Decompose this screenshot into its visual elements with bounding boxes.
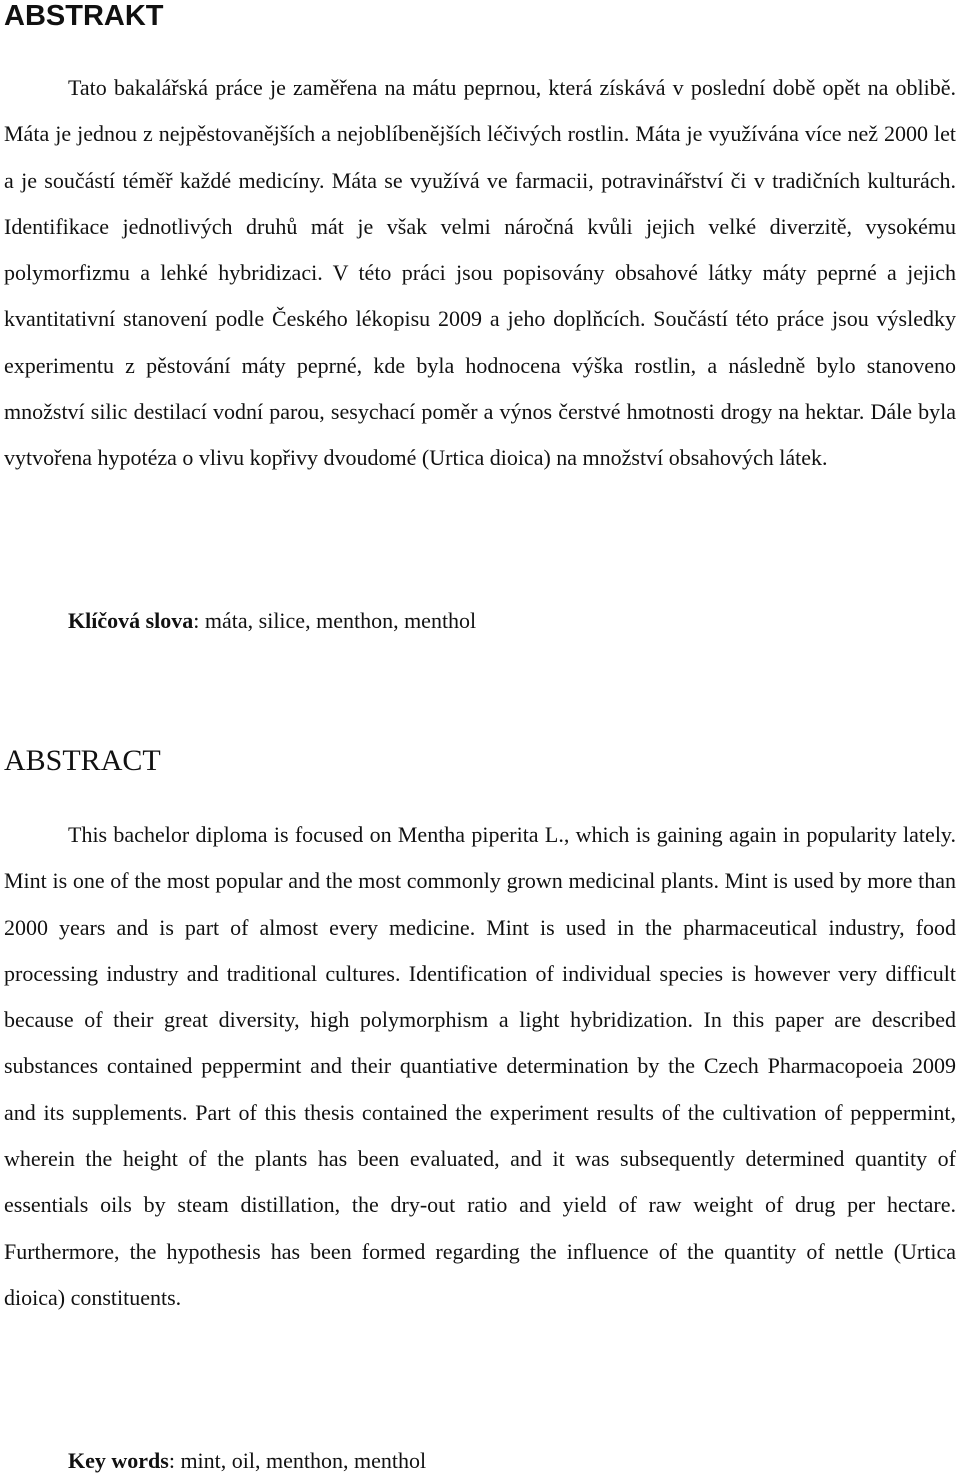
czech-abstract-heading: ABSTRAKT (4, 0, 164, 32)
english-abstract-heading: ABSTRACT (4, 744, 161, 777)
czech-keywords-text: : máta, silice, menthon, menthol (193, 608, 477, 633)
english-keywords (68, 1446, 426, 1476)
english-keywords-text: : mint, oil, menthon, menthol (168, 1448, 427, 1473)
czech-keywords-label: Klíčová slova (68, 608, 194, 633)
czech-keywords (68, 606, 476, 636)
czech-abstract-body: Tato bakalářská práce je zaměřena na mátu peprnou, která získává v poslední době opět na oblibě. Máta je jednou z nejpěstovanějších a nejoblíbenějších léčivých rostlin. Máta je využívána více než 2000 let a je součástí téměř každé medicíny. Máta se využívá ve farmacii, potravinářství či v tradičních kulturách. Identifikace jednotlivých druhů mát je však velmi náročná kvůli jejich velké diverzitě, vysokému polymorfizmu a lehké hybridizaci. V této práci jsou popisovány obsahové látky máty peprné a jejich kvantitativní stanovení podle Českého lékopisu 2009 a jeho doplňcích. Součástí této práce jsou výsledky experimentu z pěstování máty peprné, kde byla hodnocena výška rostlin, a následně bylo stanoveno množství silic destilací vodní parou, sesychací poměr a výnos čerstvé hmotnosti drogy na hektar. Dále byla vytvořena hypotéza o vlivu kopřivy dvoudomé (Urtica dioica) na množství obsahových látek. (4, 75, 956, 471)
english-keywords-label: Key words (68, 1448, 169, 1473)
english-abstract-body: This bachelor diploma is focused on Mentha piperita L., which is gaining again in popularity lately. Mint is one of the most popular and the most commonly grown medicinal plants. Mint is used by more than 2000 years and is part of almost every medicine. Mint is used in the pharmaceutical industry, food processing industry and traditional cultures. Identification of individual species is however very difficult because of their great diversity, high polymorphism a light hybridization. In this paper are described substances contained peppermint and their quantiative determination by the Czech Pharmacopoeia 2009 and its supplements. Part of this thesis contained the experiment results of the cultivation of peppermint, wherein the height of the plants has been evaluated, and it was subsequently determined quantity of essentials oils by steam distillation, the dry-out ratio and yield of raw weight of drug per hectare. Furthermore, the hypothesis has been formed regarding the influence of the quantity of nettle (Urtica dioica) constituents. (4, 822, 956, 1310)
